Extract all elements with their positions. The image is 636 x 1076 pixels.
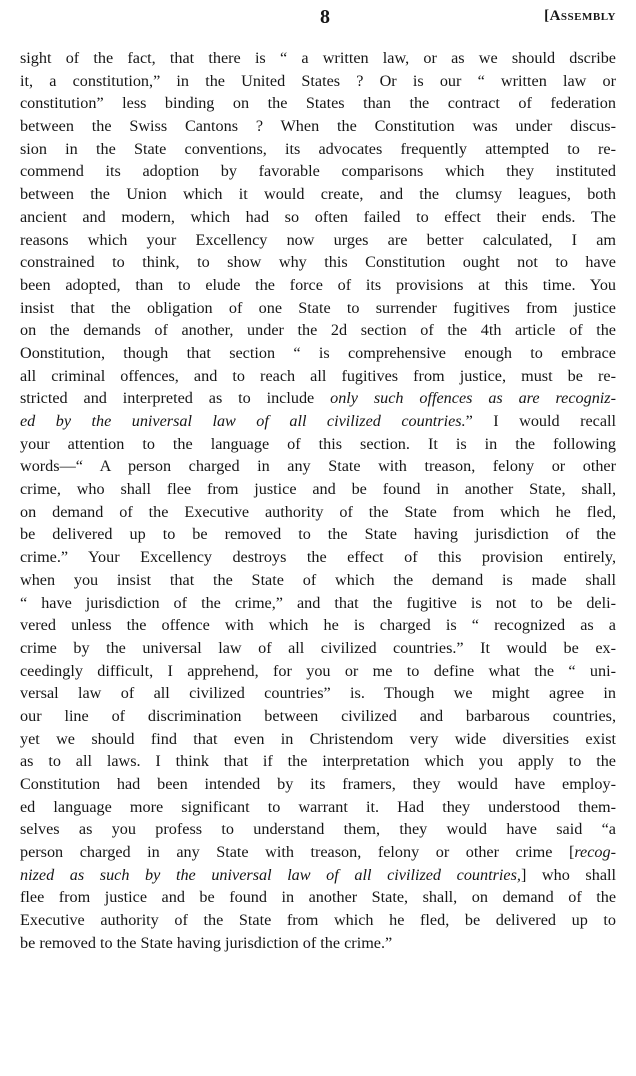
text-line bbox=[20, 569, 616, 592]
text-line bbox=[20, 523, 616, 546]
text-line bbox=[20, 365, 616, 388]
text-line bbox=[20, 546, 616, 569]
text-line bbox=[20, 660, 616, 683]
italic-text-segment: only such offences as are recogniz- bbox=[330, 389, 616, 408]
text-segment: words—“ A person charged in any State with treason, felony or other bbox=[20, 457, 616, 476]
text-segment: sight of the fact, that there is “ a written law, or as we should dscribe bbox=[20, 49, 616, 67]
text-segment: as to all laws. I think that if the interpretation which you apply to the bbox=[20, 752, 616, 771]
text-segment: versal law of all civilized countries” is. Though we might agree in bbox=[20, 684, 616, 703]
text-segment: be delivered up to be removed to the State having jurisdiction of the bbox=[20, 525, 616, 544]
text-line bbox=[20, 909, 616, 932]
text-segment: selves as you profess to understand them, they would have said “a bbox=[20, 820, 616, 839]
text-segment: on demand of the Executive authority of the State from which he fled, bbox=[20, 502, 616, 521]
text-line bbox=[20, 750, 616, 773]
text-line bbox=[20, 206, 616, 229]
text-segment: flee from justice and be found in another State, shall, on demand of the bbox=[20, 888, 616, 907]
text-line bbox=[20, 682, 616, 705]
text-line bbox=[20, 229, 616, 252]
text-segment: ancient and modern, which had so often failed to effect their ends. The bbox=[20, 207, 616, 226]
text-line bbox=[20, 115, 616, 138]
text-segment: reasons which your Excellency now urges are better calculated, I am bbox=[20, 230, 616, 249]
text-segment: ed language more significant to warrant it. Had they understood them- bbox=[20, 797, 616, 816]
text-line bbox=[20, 841, 616, 864]
text-line bbox=[20, 138, 616, 161]
text-segment: sion in the State conventions, its advocates frequently attempted to re- bbox=[20, 139, 616, 158]
italic-text-segment: nized as such by the universal law of all civilized countries, bbox=[20, 865, 521, 884]
text-segment: person charged in any State with treason, felony or other crime [ bbox=[20, 843, 575, 862]
text-line bbox=[20, 160, 616, 183]
text-line bbox=[20, 614, 616, 637]
text-segment: crime.” Your Excellency destroys the effect of this provision entirely, bbox=[20, 548, 616, 567]
text-segment: between the Swiss Cantons ? When the Constitution was under discus- bbox=[20, 117, 616, 136]
text-segment: Oonstitution, though that section “ is comprehensive enough to embrace bbox=[20, 343, 616, 362]
text-line bbox=[20, 433, 616, 456]
italic-text-segment: ed by the universal law of all civilized countries. bbox=[20, 412, 466, 430]
text-line bbox=[20, 864, 616, 887]
text-segment: constrained to think, to show why this Constitution ought not to have bbox=[20, 253, 616, 272]
text-segment: yet we should find that even in Christendom very wide diversities exist bbox=[20, 729, 616, 748]
text-line bbox=[20, 773, 616, 796]
running-head: [Assembly bbox=[544, 8, 616, 24]
text-line bbox=[20, 92, 616, 115]
text-segment: when you insist that the State of which the demand is made shall bbox=[20, 570, 616, 589]
text-segment: it, a constitution,” in the United States ? Or is our “ written law or bbox=[20, 71, 616, 90]
text-segment: ” I would recall bbox=[465, 412, 616, 430]
text-segment: be removed to the State having jurisdiction of the crime.” bbox=[20, 933, 393, 952]
text-line bbox=[20, 183, 616, 206]
text-line bbox=[20, 387, 616, 410]
page-number: 8 bbox=[320, 6, 330, 28]
text-line bbox=[20, 70, 616, 93]
text-segment: between the Union which it would create, and the clumsy leagues, both bbox=[20, 185, 616, 204]
text-segment: been adopted, than to elude the force of its provisions at this time. You bbox=[20, 275, 616, 294]
text-line bbox=[20, 932, 616, 955]
text-segment: “ have jurisdiction of the crime,” and that the fugitive is not to be deli- bbox=[20, 593, 616, 612]
text-segment: constitution” less binding on the States than the contract of federation bbox=[20, 94, 616, 113]
text-line bbox=[20, 886, 616, 909]
text-line bbox=[20, 478, 616, 501]
text-line bbox=[20, 728, 616, 751]
text-line bbox=[20, 796, 616, 819]
text-line bbox=[20, 592, 616, 615]
text-segment: Constitution had been intended by its framers, they would have employ- bbox=[20, 775, 616, 793]
text-line bbox=[20, 818, 616, 841]
italic-text-segment: recog- bbox=[574, 843, 616, 862]
text-line bbox=[20, 47, 616, 70]
text-segment: all criminal offences, and to reach all fugitives from justice, must be re- bbox=[20, 366, 616, 385]
text-segment: your attention to the language of this section. It is in the following bbox=[20, 434, 616, 453]
text-line bbox=[20, 251, 616, 274]
text-segment: stricted and interpreted as to include bbox=[20, 389, 331, 408]
text-segment: on the demands of another, under the 2d section of the 4th article of the bbox=[20, 321, 616, 340]
text-segment: ] who shall bbox=[520, 865, 616, 884]
page-header bbox=[20, 6, 616, 32]
text-segment: crime by the universal law of all civilized countries.” It would be ex- bbox=[20, 638, 616, 657]
text-segment: our line of discrimination between civilized and barbarous countries, bbox=[20, 706, 616, 725]
text-segment: vered unless the offence with which he is charged is “ recognized as a bbox=[20, 616, 616, 635]
text-segment: ceedingly difficult, I apprehend, for you or me to define what the “ uni- bbox=[20, 661, 616, 680]
text-line bbox=[20, 274, 616, 297]
text-line bbox=[20, 501, 616, 524]
text-line bbox=[20, 342, 616, 365]
text-segment: insist that the obligation of one State to surrender fugitives from justice bbox=[20, 298, 616, 317]
text-segment: crime, who shall flee from justice and be found in another State, shall, bbox=[20, 480, 616, 499]
text-line bbox=[20, 455, 616, 478]
text-segment: Executive authority of the State from which he fled, be delivered up to bbox=[20, 911, 616, 930]
text-line bbox=[20, 637, 616, 660]
text-segment: commend its adoption by favorable comparisons which they instituted bbox=[20, 162, 616, 181]
text-line bbox=[20, 297, 616, 320]
body-text bbox=[20, 47, 616, 955]
text-line bbox=[20, 319, 616, 342]
text-line bbox=[20, 410, 616, 433]
text-line bbox=[20, 705, 616, 728]
